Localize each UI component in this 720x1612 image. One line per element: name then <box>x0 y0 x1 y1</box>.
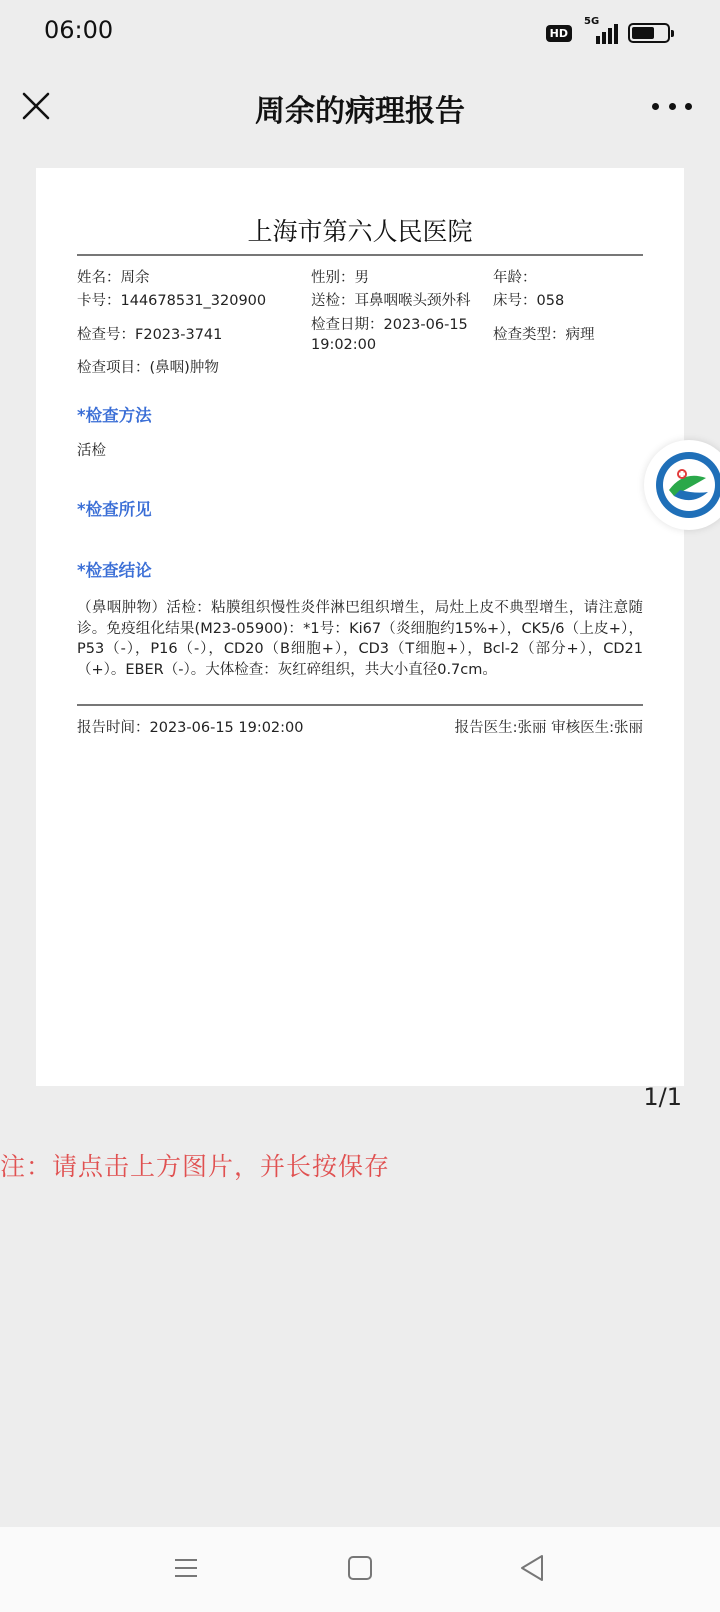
save-hint: 注：请点击上方图片，并长按保存 <box>0 1152 391 1181</box>
report-time: 报告时间：2023-06-15 19:02:00 <box>77 720 304 736</box>
home-icon[interactable] <box>346 1554 374 1582</box>
patient-name: 姓名：周余 <box>77 270 150 286</box>
bed-number: 床号：058 <box>493 293 565 309</box>
status-time: 06:00 <box>44 16 114 44</box>
conclusion-title: *检查结论 <box>77 561 152 580</box>
hd-badge: HD <box>546 25 572 42</box>
findings-title: *检查所见 <box>77 500 152 519</box>
status-icons <box>546 16 670 46</box>
signal-icon <box>582 16 618 44</box>
exam-type: 检查类型：病理 <box>493 327 595 343</box>
method-title: *检查方法 <box>77 406 152 425</box>
exam-number: 检查号：F2023-3741 <box>77 327 223 343</box>
hospital-logo-icon <box>644 440 720 530</box>
footer-divider <box>77 704 643 706</box>
network-label: 5G <box>584 16 600 27</box>
system-nav-bar <box>0 1527 720 1612</box>
page-indicator: 1/1 <box>643 1083 682 1111</box>
card-number: 卡号：144678531_320900 <box>77 293 267 309</box>
nav-bar <box>0 64 720 152</box>
exam-time: 19:02:00 <box>311 337 377 353</box>
patient-gender: 性别：男 <box>311 270 369 286</box>
exam-item: 检查项目：(鼻咽)肿物 <box>77 360 219 376</box>
header-divider <box>77 254 643 256</box>
report-doctors: 报告医生:张丽 审核医生:张丽 <box>454 720 643 736</box>
method-body: 活检 <box>77 443 106 459</box>
menu-icon[interactable] <box>172 1554 200 1582</box>
back-icon[interactable] <box>518 1553 546 1583</box>
battery-fill <box>632 27 654 39</box>
battery-icon <box>628 23 670 43</box>
department: 送检：耳鼻咽喉头颈外科 <box>311 293 471 309</box>
status-bar <box>0 0 720 64</box>
exam-date: 检查日期：2023-06-15 <box>311 317 468 333</box>
report-image[interactable] <box>36 168 684 1086</box>
patient-age: 年龄： <box>493 270 537 286</box>
more-icon[interactable] <box>652 94 692 118</box>
conclusion-body: （鼻咽肿物）活检：粘膜组织慢性炎伴淋巴组织增生，局灶上皮不典型增生，请注意随诊。免疫组化结果(M23-05900)：*1号：Ki67（炎细胞约15%+），CK5/6（上皮+），P53（-），P16（-），CD20（B细胞+），CD3（T细胞+），Bcl-2（部分+），CD21（+）。EBER（-）。大体检查：灰红碎组织，共大小直径0.7cm。 <box>77 600 643 678</box>
page-title: 周余的病理报告 <box>255 94 465 129</box>
hospital-name: 上海市第六人民医院 <box>247 217 473 246</box>
hospital-logo-button[interactable] <box>644 440 720 530</box>
